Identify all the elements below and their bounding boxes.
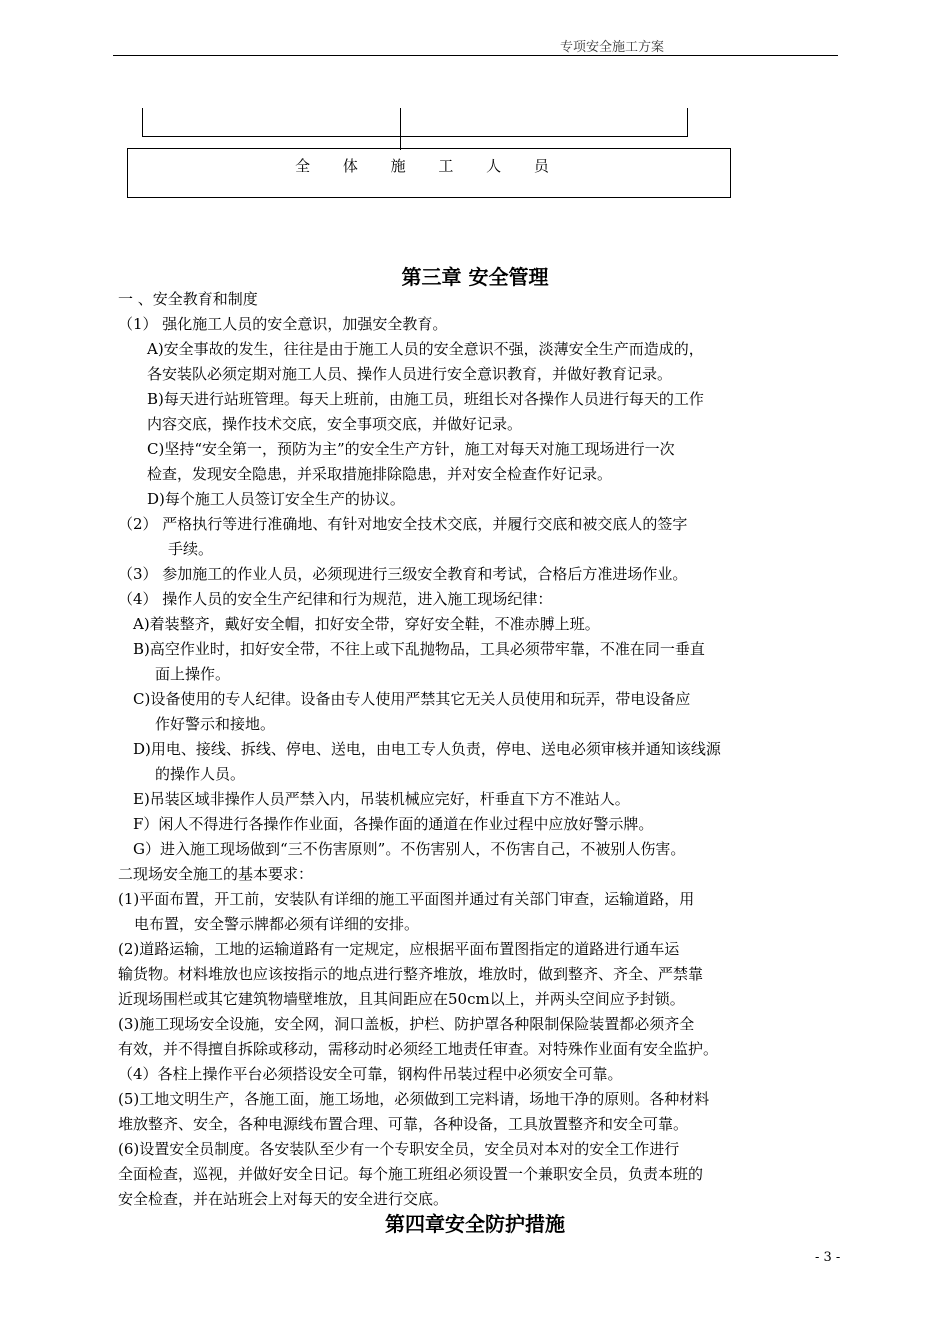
header-title: 专项安全施工方案 <box>560 40 665 55</box>
org-box-label: 全 体 施 工 人 员 <box>295 157 563 175</box>
text-line: 有效，并不得擅自拆除或移动，需移动时必须经工地责任审查。对特殊作业面有安全监护。 <box>118 1040 719 1058</box>
chapter4-title: 第四章安全防护措施 <box>385 1212 565 1236</box>
org-connector-right <box>687 108 688 136</box>
text-line: C)设备使用的专人纪律。设备由专人使用严禁其它无关人员使用和玩弄，带电设备应 <box>133 690 691 708</box>
text-line: D)用电、接线、拆线、停电、送电，由电工专人负责，停电、送电必须审核并通知该线源 <box>133 740 721 758</box>
text-line: F）闲人不得进行各操作作业面，各操作面的通道在作业过程中应放好警示牌。 <box>133 815 654 833</box>
text-line: 安全检查，并在站班会上对每天的安全进行交底。 <box>118 1190 449 1208</box>
text-line: 近现场围栏或其它建筑物墙壁堆放，且其间距应在50cm以上，并两头空间应予封锁。 <box>118 990 685 1008</box>
text-line: 面上操作。 <box>155 665 231 683</box>
text-line: (5)工地文明生产，各施工面，施工场地，必须做到工完料请，场地干净的原则。各种材料 <box>118 1090 710 1108</box>
text-line: （3） 参加施工的作业人员，必须现进行三级安全教育和考试，合格后方准进场作业。 <box>118 565 688 583</box>
text-line: (2)道路运输，工地的运输道路有一定规定，应根据平面布置图指定的道路进行通车运 <box>118 940 680 958</box>
text-line: G）进入施工现场做到“三不伤害原则”。不伤害别人，不伤害自己，不被别人伤害。 <box>133 840 686 858</box>
text-line: 电布置，安全警示牌都必须有详细的安排。 <box>134 915 420 933</box>
text-line: 二现场安全施工的基本要求： <box>118 865 314 883</box>
text-line: 各安装队必须定期对施工人员、操作人员进行安全意识教育，并做好教育记录。 <box>147 365 673 383</box>
text-line: （4） 操作人员的安全生产纪律和行为规范，进入施工现场纪律： <box>118 590 553 608</box>
text-line: 堆放整齐、安全，各种电源线布置合理、可靠，各种设备，工具放置整齐和安全可靠。 <box>118 1115 689 1133</box>
text-line: E)吊装区域非操作人员严禁入内，吊装机械应完好，杆垂直下方不准站人。 <box>133 790 630 808</box>
text-line: D)每个施工人员签订安全生产的协议。 <box>147 490 405 508</box>
text-line: (3)施工现场安全设施，安全网，洞口盖板，护栏、防护罩各种限制保险装置都必须齐全 <box>118 1015 695 1033</box>
text-line: 内容交底，操作技术交底，安全事项交底，并做好记录。 <box>147 415 523 433</box>
text-line: 一 、安全教育和制度 <box>118 290 258 308</box>
text-line: C)坚持“安全第一，预防为主”的安全生产方针，施工对每天对施工现场进行一次 <box>147 440 675 458</box>
text-line: A)安全事故的发生，往往是由于施工人员的安全意识不强，淡薄安全生产而造成的， <box>147 340 704 358</box>
org-connector-middle <box>400 108 401 150</box>
text-line: 作好警示和接地。 <box>155 715 276 733</box>
text-line: （2） 严格执行等进行准确地、有针对地安全技术交底，并履行交底和被交底人的签字 <box>118 515 688 533</box>
page-number: - 3 - <box>815 1250 841 1265</box>
text-line: 检查，发现安全隐患，并采取措施排除隐患，并对安全检查作好记录。 <box>147 465 613 483</box>
text-line: (1)平面布置，开工前，安装队有详细的施工平面图并通过有关部门审查，运输道路，用 <box>118 890 695 908</box>
org-connector-horizontal <box>142 136 688 137</box>
text-line: B)高空作业时，扣好安全带，不往上或下乱抛物品，工具必须带牢靠，不准在同一垂直 <box>133 640 705 658</box>
text-line: 手续。 <box>168 540 214 558</box>
text-line: 全面检查，巡视，并做好安全日记。每个施工班组必须设置一个兼职安全员，负责本班的 <box>118 1165 704 1183</box>
text-line: 输货物。材料堆放也应该按指示的地点进行整齐堆放，堆放时，做到整齐、齐全、严禁靠 <box>118 965 704 983</box>
text-line: （1） 强化施工人员的安全意识，加强安全教育。 <box>118 315 448 333</box>
org-box-all-workers <box>127 148 731 198</box>
org-connector-left <box>142 108 143 136</box>
text-line: (6)设置安全员制度。各安装队至少有一个专职安全员，安全员对本对的安全工作进行 <box>118 1140 680 1158</box>
text-line: （4）各柱上操作平台必须搭设安全可靠，钢构件吊装过程中必须安全可靠。 <box>118 1065 623 1083</box>
header-rule <box>113 55 838 56</box>
text-line: B)每天进行站班管理。每天上班前，由施工员，班组长对各操作人员进行每天的工作 <box>147 390 704 408</box>
text-line: A)着装整齐，戴好安全帽，扣好安全带，穿好安全鞋，不准赤膊上班。 <box>133 615 600 633</box>
text-line: 的操作人员。 <box>155 765 246 783</box>
chapter3-title: 第三章 安全管理 <box>401 265 549 289</box>
